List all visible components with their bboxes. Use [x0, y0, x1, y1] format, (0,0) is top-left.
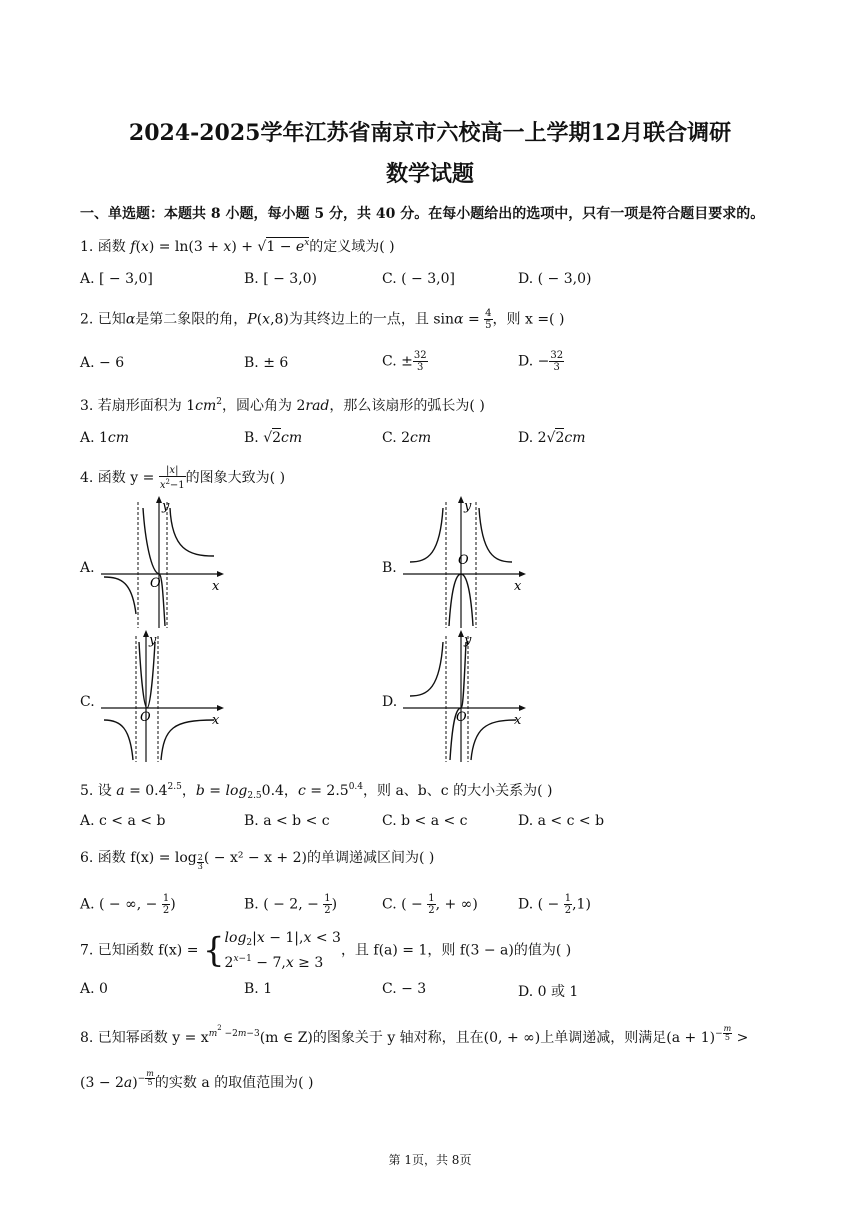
q3-option-b: B. √2cm: [244, 430, 303, 446]
q3-option-a: A. 1cm: [80, 430, 130, 446]
q4-option-b: B.: [382, 560, 397, 576]
q4-option-d: D.: [382, 694, 398, 710]
svg-text:O: O: [150, 576, 161, 591]
q4-graph-c: [96, 628, 231, 764]
q3-option-d: D. 2√2cm: [518, 430, 586, 446]
q4-graph-d: [398, 628, 533, 764]
q2-option-b: B. ± 6: [244, 355, 289, 371]
svg-text:O: O: [458, 553, 469, 568]
q6-option-a: A. ( − ∞, − $\frac{1}{2}$ ): [80, 893, 176, 916]
q1-option-d: D. ( − 3,0): [518, 271, 592, 287]
svg-text:y: y: [149, 633, 157, 648]
question-7: 7. 已知函数 $f(x) = \{\log_2|x - 1|,x < 3$ $2^{x-1} - 7,x \ge 3$，且 f(a) = 1，则 f(3 − a)的值为( ): [80, 930, 572, 971]
q2-option-c: C. ± $\frac{32}{3}$: [382, 350, 427, 373]
question-1: 1. 函数 $f(x) = \ln(3 + x) + √1 - e^x$的定义域为( ): [80, 238, 395, 255]
q1-option-b: B. [ − 3,0): [244, 271, 318, 287]
question-5: 5. 设 $a = 0.4^{2.5}$，$b = \log_{2.5}0.4$，$c = 2.5^{0.4}$，则 a、b、c 的大小关系为( ): [80, 782, 553, 801]
svg-text:x: x: [514, 713, 522, 728]
question-6: 6. 函数 f(x) = log $_{\frac{2}{3}}$ ( − x² − x + 2)的单调递减区间为( ): [80, 850, 435, 871]
q2-option-d: D. − $\frac{32}{3}$: [518, 350, 564, 373]
q1-option-a: A. [ − 3,0]: [80, 271, 153, 287]
q5-option-c: C. b < a < c: [382, 813, 468, 829]
page-title: 2024-2025学年江苏省南京市六校高一上学期12月联合调研: [128, 120, 732, 146]
q4-graph-b: [398, 494, 533, 630]
q4-option-c: C.: [80, 694, 95, 710]
section-heading: 一、单选题：本题共 8 小题，每小题 5 分，共 40 分。在每小题给出的选项中，只有一项是符合题目要求的。: [80, 206, 765, 222]
q6-option-c: C. ( − $\frac{1}{2}$ , + ∞): [382, 893, 478, 916]
svg-text:y: y: [464, 499, 472, 514]
page-subtitle: 数学试题: [385, 161, 474, 187]
q4-option-a: A.: [80, 560, 95, 576]
q7-option-c: C. − 3: [382, 981, 427, 997]
q7-option-b: B. 1: [244, 981, 273, 997]
page-footer: 第 1页，共 8页: [388, 1153, 472, 1167]
q5-option-b: B. a < b < c: [244, 813, 330, 829]
q2-option-a: A. − 6: [80, 355, 125, 371]
svg-text:x: x: [212, 713, 220, 728]
question-2: 2. 已知α是第二象限的角，P(x,8)为其终边上的一点，且 sinα = $\frac{4}{5}$ ，则 x =( ): [80, 308, 565, 331]
q4-graph-a: [96, 494, 231, 630]
svg-text:y: y: [162, 499, 170, 514]
question-8-line-1: 8. 已知幂函数 $y = x^{m^2 -2m-3}(m$ ∈ Z)的图象关于 y 轴对称，且在(0, + ∞)上单调递减，则满足$(a + 1)^{- \frac{m}{5}}$ >: [80, 1024, 749, 1046]
q7-option-d: D. 0 或 1: [518, 984, 579, 1000]
q3-option-c: C. 2cm: [382, 430, 432, 446]
svg-text:y: y: [464, 633, 472, 648]
q5-option-a: A. c < a < b: [80, 813, 166, 829]
q6-option-d: D. ( − $\frac{1}{2}$ ,1): [518, 893, 591, 916]
q5-option-d: D. a < c < b: [518, 813, 605, 829]
question-3: 3. 若扇形面积为 $1cm^2$，圆心角为 2rad，那么该扇形的弧长为( ): [80, 397, 485, 414]
svg-text:x: x: [514, 579, 522, 594]
svg-text:x: x: [212, 579, 220, 594]
q6-option-b: B. ( − 2, − $\frac{1}{2}$ ): [244, 893, 338, 916]
question-8-line-2: $(3 - 2a)^{- \frac{m}{5}}$ 的实数 a 的取值范围为( ): [80, 1069, 314, 1091]
svg-text:O: O: [140, 710, 151, 725]
question-4: 4. 函数 y = $\frac{|x|}{x^2-1}$ 的图象大致为( ): [80, 465, 286, 491]
svg-text:O: O: [456, 710, 467, 725]
q7-option-a: A. 0: [80, 981, 108, 997]
q1-option-c: C. ( − 3,0]: [382, 271, 455, 287]
